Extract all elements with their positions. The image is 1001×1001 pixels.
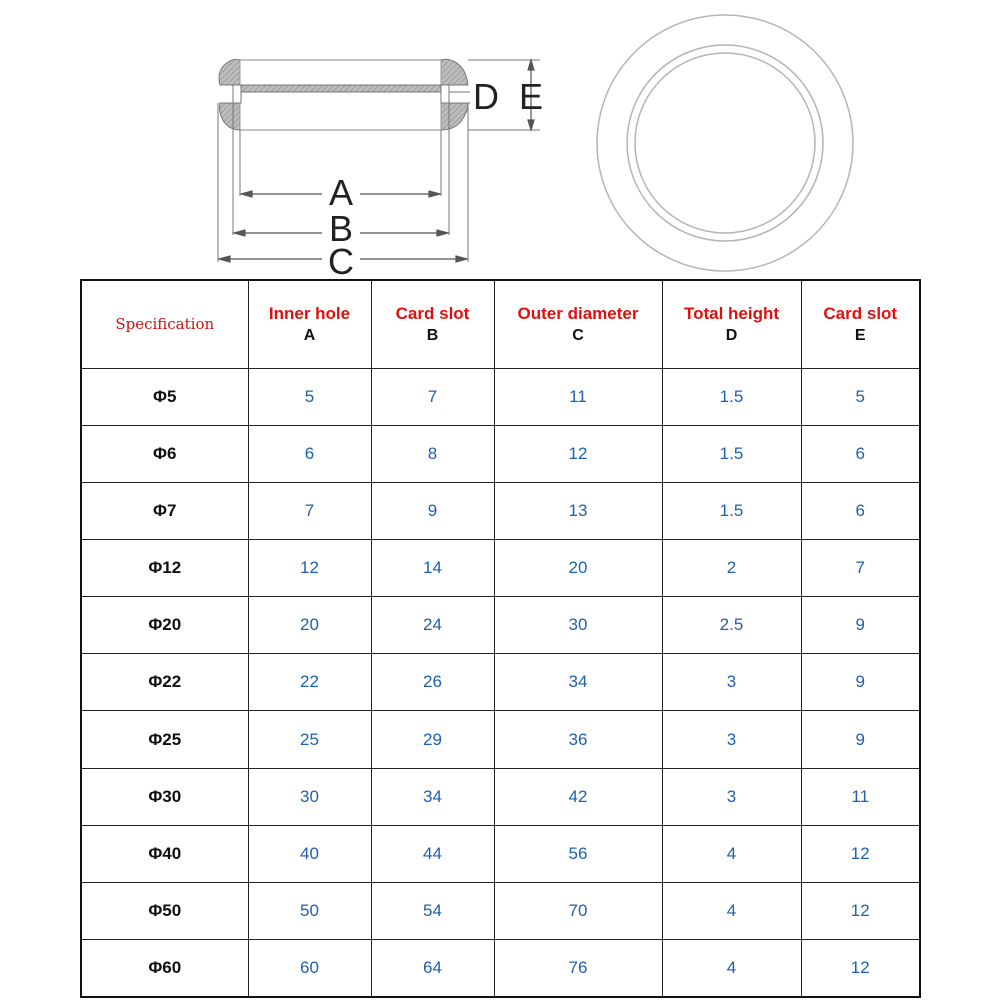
value-cell: 40	[248, 825, 371, 882]
table-header-row	[81, 280, 920, 369]
value-cell: 26	[371, 654, 494, 711]
value-cell: 50	[248, 882, 371, 939]
value-cell: 3	[662, 768, 801, 825]
value-cell: 2.5	[662, 597, 801, 654]
value-cell: 14	[371, 540, 494, 597]
value-cell: 11	[494, 369, 662, 426]
spec-cell: Φ25	[81, 711, 248, 768]
spec-cell: Φ12	[81, 540, 248, 597]
spec-cell: Φ30	[81, 768, 248, 825]
label-b: B	[328, 208, 354, 249]
spec-cell: Φ7	[81, 483, 248, 540]
value-cell: 36	[494, 711, 662, 768]
table-row	[81, 654, 920, 711]
table-row	[81, 540, 920, 597]
value-cell: 11	[801, 768, 920, 825]
value-cell: 30	[248, 768, 371, 825]
value-cell: 60	[248, 939, 371, 997]
table-row	[81, 882, 920, 939]
value-cell: 12	[494, 426, 662, 483]
value-cell: 76	[494, 939, 662, 997]
value-cell: 25	[248, 711, 371, 768]
label-e: E	[518, 76, 544, 117]
value-cell: 7	[371, 369, 494, 426]
value-cell: 9	[801, 597, 920, 654]
value-cell: 9	[371, 483, 494, 540]
value-cell: 3	[662, 654, 801, 711]
label-c: C	[328, 241, 354, 280]
header-inner-hole: Inner hole A	[248, 280, 371, 369]
value-cell: 7	[248, 483, 371, 540]
grommet-cross-section	[219, 59, 470, 130]
value-cell: 1.5	[662, 369, 801, 426]
table-row	[81, 483, 920, 540]
value-cell: 30	[494, 597, 662, 654]
value-cell: 20	[494, 540, 662, 597]
value-cell: 6	[801, 426, 920, 483]
table-row	[81, 369, 920, 426]
table-row	[81, 711, 920, 768]
header-card-slot-b: Card slot B	[371, 280, 494, 369]
spec-cell: Φ22	[81, 654, 248, 711]
value-cell: 5	[801, 369, 920, 426]
value-cell: 70	[494, 882, 662, 939]
value-cell: 20	[248, 597, 371, 654]
specification-table	[80, 279, 921, 998]
table-row	[81, 939, 920, 997]
table-row	[81, 825, 920, 882]
value-cell: 34	[371, 768, 494, 825]
header-specification: Specification	[81, 280, 248, 369]
spec-cell: Φ20	[81, 597, 248, 654]
value-cell: 7	[801, 540, 920, 597]
value-cell: 3	[662, 711, 801, 768]
header-total-height: Total height D	[662, 280, 801, 369]
header-outer-diameter: Outer diameter C	[494, 280, 662, 369]
value-cell: 29	[371, 711, 494, 768]
label-a: A	[328, 172, 354, 213]
table-row	[81, 597, 920, 654]
value-cell: 54	[371, 882, 494, 939]
spec-cell: Φ5	[81, 369, 248, 426]
table-row	[81, 768, 920, 825]
value-cell: 34	[494, 654, 662, 711]
value-cell: 4	[662, 939, 801, 997]
value-cell: 1.5	[662, 426, 801, 483]
value-cell: 24	[371, 597, 494, 654]
value-cell: 4	[662, 825, 801, 882]
grommet-diagram	[0, 0, 1001, 280]
value-cell: 64	[371, 939, 494, 997]
spec-cell: Φ40	[81, 825, 248, 882]
value-cell: 6	[801, 483, 920, 540]
grommet-top-view	[597, 15, 853, 271]
value-cell: 5	[248, 369, 371, 426]
label-d: D	[473, 76, 499, 117]
value-cell: 13	[494, 483, 662, 540]
value-cell: 1.5	[662, 483, 801, 540]
value-cell: 12	[801, 825, 920, 882]
value-cell: 12	[248, 540, 371, 597]
table-row	[81, 426, 920, 483]
spec-cell: Φ60	[81, 939, 248, 997]
value-cell: 4	[662, 882, 801, 939]
value-cell: 2	[662, 540, 801, 597]
spec-cell: Φ6	[81, 426, 248, 483]
value-cell: 9	[801, 711, 920, 768]
value-cell: 12	[801, 882, 920, 939]
value-cell: 9	[801, 654, 920, 711]
header-card-slot-e: Card slot E	[801, 280, 920, 369]
value-cell: 22	[248, 654, 371, 711]
spec-cell: Φ50	[81, 882, 248, 939]
value-cell: 44	[371, 825, 494, 882]
value-cell: 6	[248, 426, 371, 483]
value-cell: 12	[801, 939, 920, 997]
value-cell: 42	[494, 768, 662, 825]
value-cell: 8	[371, 426, 494, 483]
value-cell: 56	[494, 825, 662, 882]
